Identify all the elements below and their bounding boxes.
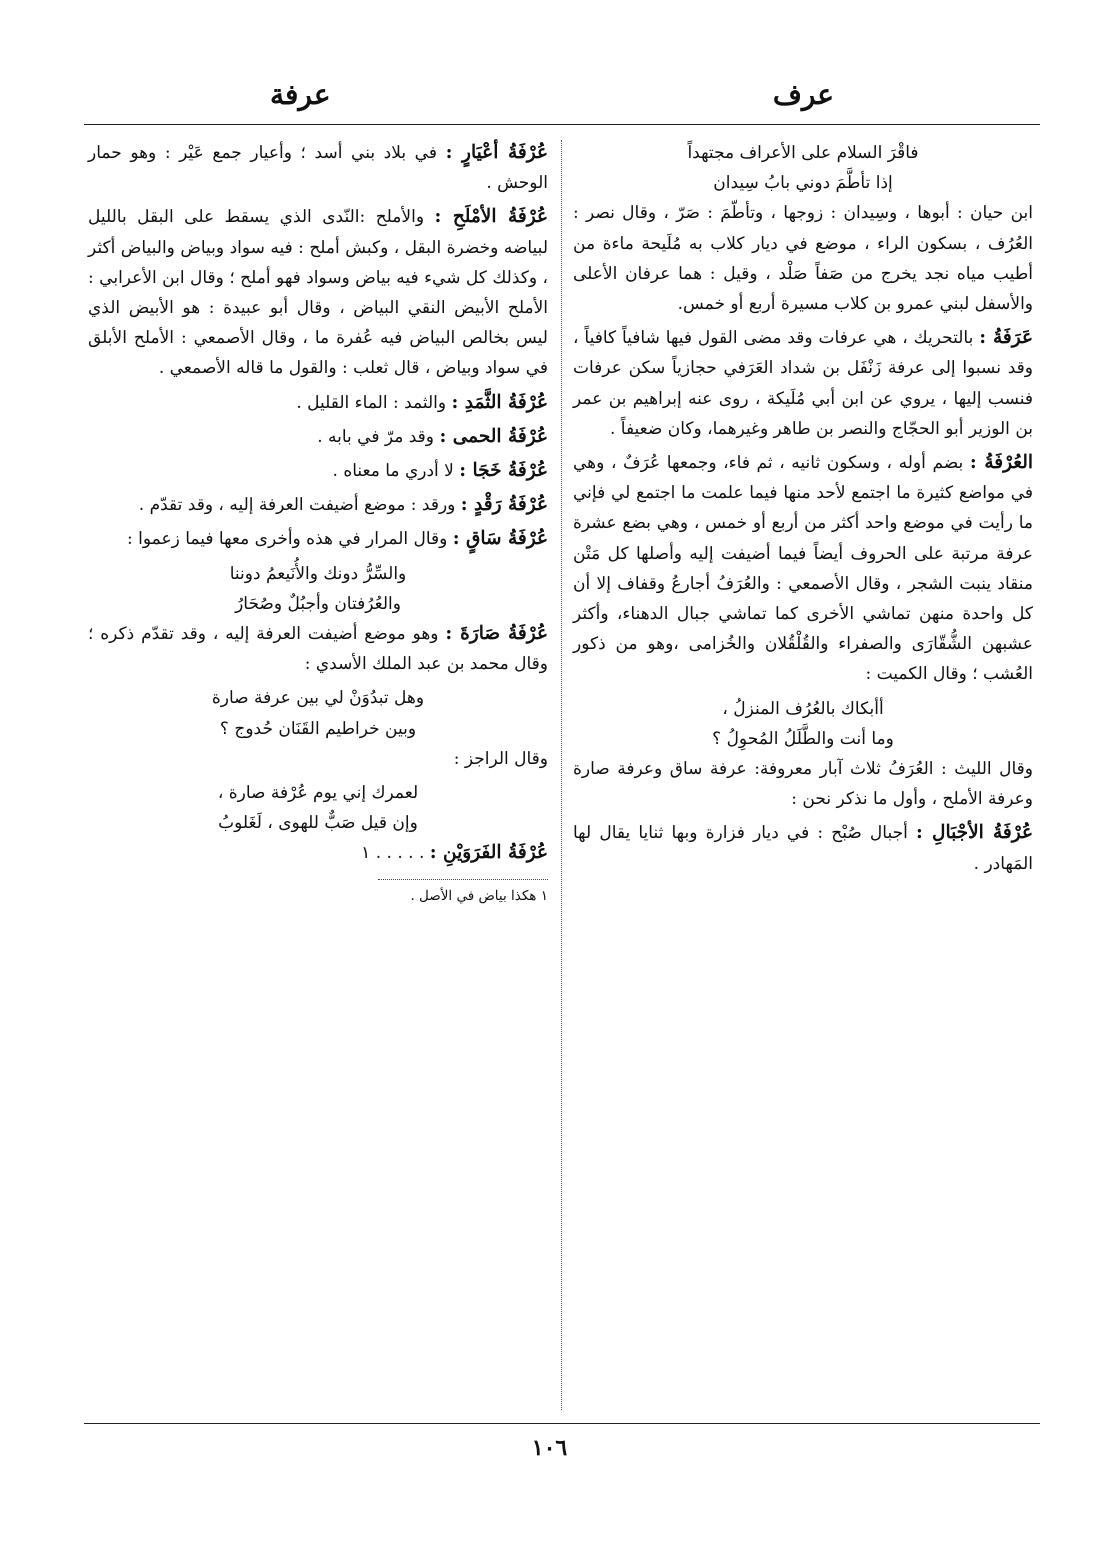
entry-urfat-raqd <box>88 490 548 520</box>
verse-line: إذا تأطَّمَ دوني بابُ سِيدان <box>713 173 893 194</box>
paragraph: وقال الليث : العُرَفُ ثلاث آبار معروفة: عرفة ساق وعرفة صارة وعرفة الأملح ، وأول ما نذكر نحن : <box>573 759 1033 810</box>
footnote: ١ هكذا بياض في الأصل . <box>410 887 548 904</box>
entry-urfat-khaja <box>88 456 548 486</box>
verse-line: وهل تبدُوَنْ لي بين عرفة صارة <box>211 688 425 709</box>
entry-urfat-al-farwayn <box>88 838 548 868</box>
entry-text: وقال المرار في هذه وأخرى معها فيما زعموا : <box>127 529 453 550</box>
verse-line: أأبكاك بالعُرُف المنزلُ ، <box>722 698 884 719</box>
headword: عَرَفَةُ : <box>979 327 1033 349</box>
entry-urfat-sara <box>88 619 548 679</box>
headword: عُرْفَةُ سَاقٍ : <box>452 528 548 550</box>
verse-block <box>573 694 1033 754</box>
footnote-separator <box>378 879 548 880</box>
headword: العُرْفَةُ : <box>969 452 1033 474</box>
entry-text: بضم أوله ، وسكون ثانيه ، ثم فاء، وجمعها عُرَفٌ ، وهي في مواضع كثيرة ما اجتمع لأحد منها فيما علمت ما اجتمع لي فإني ما رأيت في موضع واحد أكثر من أربع أو خمس ، وهي بضع عشرة عرفة مرتبة على الحروف أيضاً فيما أضيفت إليه وأصلها كل مَتْن منقاد ينبت الشجر ، وقال الأصمعي : والعُرَفُ أجارعُ وقفاف إلا أن كل واحدة منهن تماشي الأخرى كما تماشي جبال الدهناء، وأكثر عشبهن الشُّقّارَى والصفراء والقُلْقُلان والخُزامى ،وهو من ذكور العُشب ؛ وقال الكميت : <box>573 453 1033 685</box>
verse-block <box>88 683 548 743</box>
entry-text: وقد مرّ في بابه . <box>317 426 440 447</box>
entry-text: ورقد : موضع أضيفت العرفة إليه ، وقد تقدّم . <box>138 495 461 516</box>
running-head-left: عرفة <box>270 78 331 111</box>
entry-text: . . . . . ١ <box>361 843 430 864</box>
page-number: ١٠٦ <box>531 1435 568 1461</box>
verse-line: والسِّرُّ دونك والأُنَيعمُ دوننا <box>229 563 407 584</box>
entry-arafa <box>573 323 1033 444</box>
headword: عُرْفَةُ الحمى : <box>439 425 548 447</box>
verse-block <box>88 559 548 619</box>
running-head-right: عرف <box>772 78 834 111</box>
header-rule <box>84 124 1040 125</box>
verse-line: لعمرك إني يوم عُرْفة صارة ، <box>217 783 419 804</box>
entry-text: والثمد : الماء القليل . <box>296 392 452 413</box>
footer-rule <box>84 1423 1040 1424</box>
headword: عُرْفَةُ الأمْلَحِ : <box>434 206 548 228</box>
entry-urfat-saq <box>88 524 548 554</box>
headword: عُرْفَةُ رَقْدٍ : <box>460 494 548 516</box>
headword: عُرْفَةُ الفَرَوَيْنِ : <box>429 842 548 864</box>
verse-line: فاقْرَ السلام على الأعراف مجتهداً <box>687 143 919 163</box>
verse-block <box>573 138 1033 198</box>
entry-text: أجبال صُبْح : في ديار فزارة وبها ثنايا يقال لها المَهادر . <box>573 823 1033 874</box>
entry-al-urfa <box>573 448 1033 690</box>
entry-urfat-al-thamad <box>88 388 548 418</box>
headword: عُرْفَةُ الثَّمَدِ : <box>451 391 548 413</box>
verse-line: والعُرُفتان وأجبُلٌ وصُحَارُ <box>235 593 401 614</box>
headword: عُرْفَةُ صَارَةَ : <box>445 623 548 645</box>
entry-text: بالتحريك ، هي عرفات وقد مضى القول فيها شافياً كافياً ، وقد نسبوا إلى عرفة زَنْفَل بن شداد العَرَفي حجازياً سكن عرفات فنسب إليها ، يروي عن ابن أبي مُلَيكة ، روى عنه إبراهيم بن عمر بن الوزير أبو الحجّاج والنصر بن طاهر وغيرهما، وكان ضعيفاً . <box>573 328 1033 439</box>
verse-line: وإن قيل صَبٌّ للهوى ، لَغَلوبُ <box>218 813 418 834</box>
entry-text: وهو موضع أضيفت العرفة إليه ، وقد تقدّم ذكره ؛ وقال محمد بن عبد الملك الأسدي : <box>88 624 548 675</box>
verse-line: وما أنت والطَّلَلُ المُحوِلُ ؟ <box>712 728 894 749</box>
column-divider <box>561 140 562 1410</box>
entry-urfat-al-amlah <box>88 202 548 383</box>
paragraph: وقال الراجز : <box>453 748 548 769</box>
paragraph: ابن حيان : أبوها ، وسِيدان : زوجها ، وتأطّمَ : صَرّ ، وقال نصر : العُرُف ، بسكون الراء ، موضع في ديار كلاب به مُلَيحة ماءة من أطيب مياه نجد يخرج من صَفاً صَلْد ، وقيل : هما عرفان الأعلى والأسفل لبني عمرو بن كلاب مسيرة أربع أو خمس. <box>573 203 1033 315</box>
headword: عُرْفَةُ أعْيَارٍ : <box>445 142 548 163</box>
entry-text: في بلاد بني أسد ؛ وأعيار جمع عَيْر : وهو حمار الوحش . <box>88 143 548 194</box>
entry-urfat-al-ajbal <box>573 818 1033 878</box>
entry-urfat-al-hima <box>88 422 548 452</box>
entry-text: لا أدري ما معناه . <box>332 461 460 482</box>
left-column <box>88 138 548 906</box>
entry-text: والأملح :النّدى الذي يسقط على البقل بالليل لبياضه وخضرة البقل ، وكبش أملح : فيه سواد وبياض والبياض أكثر ، وكذلك كل شيء فيه بياض وسواد فهو أملح ؛ وقال ابن الأعرابي : الأملح الأبيض النقي البياض ، وقال أبو عبيدة : هو الأبيض الذي ليس بخالص البياض فيه عُفرة ما ، وقال الأصمعي : الأملح الأبلق في سواد وبياض ، قال ثعلب : والقول ما قاله الأصمعي . <box>88 207 548 379</box>
headword: عُرْفَةُ الأجْبَالِ : <box>915 822 1033 844</box>
right-column <box>573 138 1033 883</box>
verse-block <box>88 778 548 838</box>
entry-urfat-ayar <box>88 138 548 198</box>
headword: عُرْفَةُ خَجَا : <box>459 460 548 482</box>
verse-line: وبين خراطيم القَنَان حُدوج ؟ <box>219 718 417 739</box>
